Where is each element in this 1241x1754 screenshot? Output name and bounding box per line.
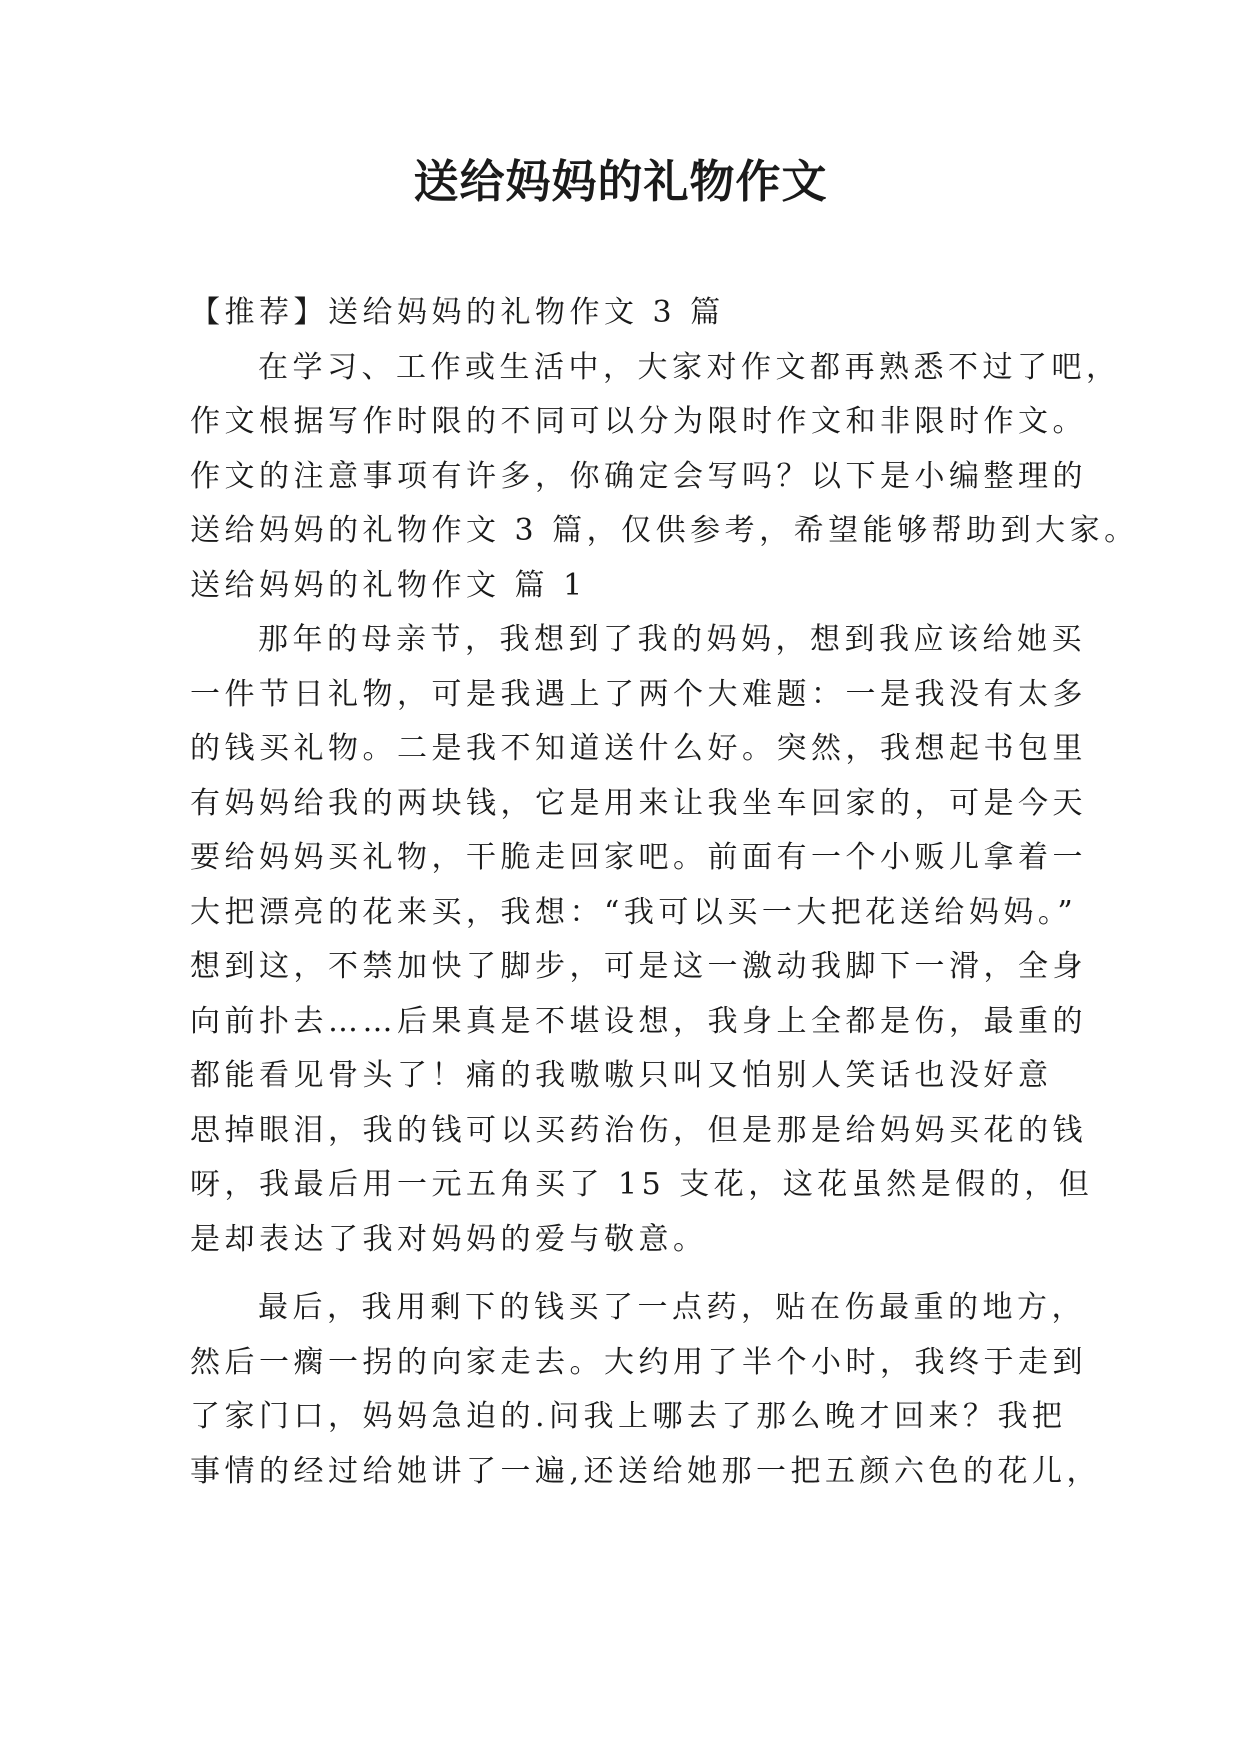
text-line: 的钱买礼物。二是我不知道送什么好。突然，我想起书包里 — [190, 731, 1087, 766]
text-line: 【推荐】送给妈妈的礼物作文 3 篇 — [190, 295, 725, 330]
text-line: 作文根据写作时限的不同可以分为限时作文和非限时作文。 — [190, 404, 1087, 439]
text-line: 一件节日礼物，可是我遇上了两个大难题：一是我没有太多 — [190, 676, 1087, 712]
text-line: 要给妈妈买礼物，干脆走回家吧。前面有一个小贩儿拿着一 — [190, 840, 1087, 875]
text-line: 大把漂亮的花来买，我想：“我可以买一大把花送给妈妈。” — [190, 894, 1078, 930]
text-line: 事情的经过给她讲了一遍,还送给她那一把五颜六色的花儿， — [190, 1453, 1102, 1489]
text-line: 想到这，不禁加快了脚步，可是这一激动我脚下一滑，全身 — [190, 949, 1087, 984]
text-line: 都能看见骨头了！痛的我嗷嗷只叫又怕别人笑话也没好意 — [190, 1058, 1053, 1093]
document-body — [190, 286, 1139, 1499]
text-line: 送给妈妈的礼物作文 篇 1 — [190, 567, 587, 603]
text-line: 然后一瘸一拐的向家走去。大约用了半个小时，我终于走到 — [190, 1344, 1087, 1380]
text-line: 向前扑去……后果真是不堪设想，我身上全都是伤，最重的 — [190, 1003, 1087, 1039]
document-title: 送给妈妈的礼物作文 — [413, 155, 828, 208]
text-line: 送给妈妈的礼物作文 3 篇，仅供参考，希望能够帮助到大家。 — [190, 513, 1139, 548]
text-line: 在学习、工作或生活中，大家对作文都再熟悉不过了吧， — [258, 349, 1121, 385]
text-line: 是却表达了我对妈妈的爱与敬意。 — [190, 1221, 708, 1257]
text-line: 那年的母亲节，我想到了我的妈妈，想到我应该给她买 — [258, 622, 1086, 657]
text-line: 有妈妈给我的两块钱，它是用来让我坐车回家的，可是今天 — [190, 785, 1087, 821]
text-line: 思掉眼泪，我的钱可以买药治伤，但是那是给妈妈买花的钱 — [190, 1112, 1087, 1148]
text-line: 呀，我最后用一元五角买了 15 支花，这花虽然是假的，但 — [190, 1167, 1094, 1202]
text-line: 了家门口，妈妈急迫的.问我上哪去了那么晚才回来？我把 — [190, 1399, 1067, 1434]
text-line: 最后，我用剩下的钱买了一点药，贴在伤最重的地方， — [258, 1290, 1086, 1325]
text-line: 作文的注意事项有许多，你确定会写吗？以下是小编整理的 — [190, 458, 1087, 494]
